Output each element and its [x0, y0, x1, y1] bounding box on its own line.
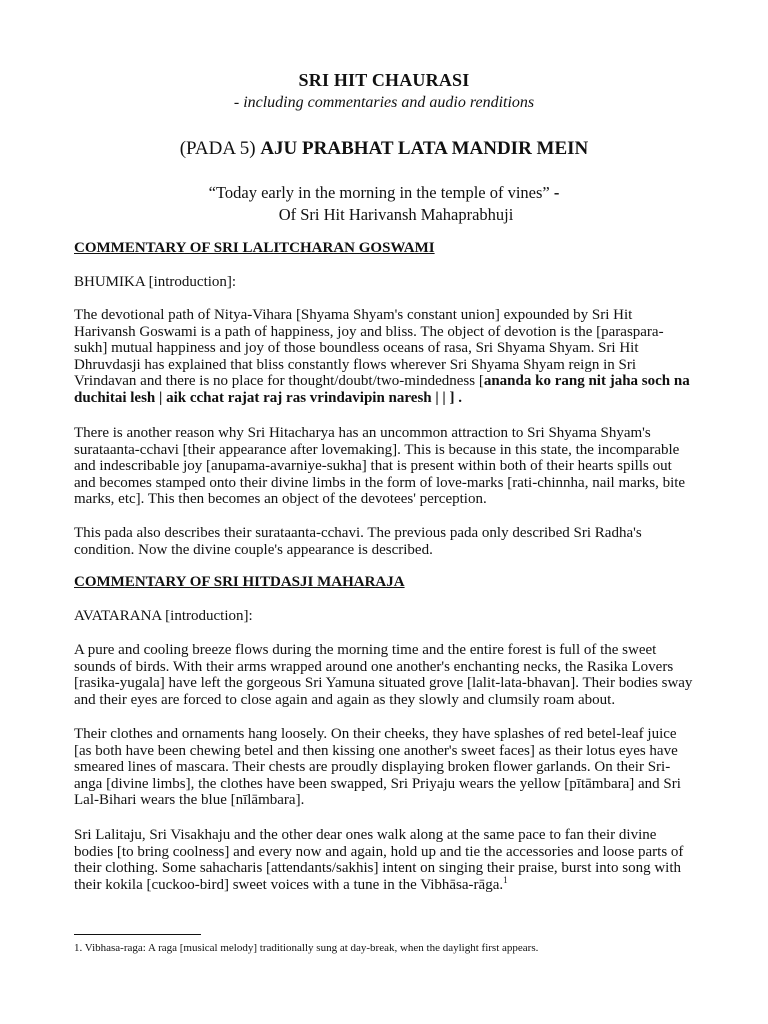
paragraph-morning-breeze: A pure and cooling breeze flows during the morning time and the entire forest is full of the sweet sounds of birds. With their arms wrapped around one another's enchanting necks, the Rasika Lovers [rasika-yugala] have left the gorgeous Sri Yamuna situated grove [lalit-lata-bhavan]. Their bodies sway and their eyes are forced to close again and again as they slowly and clumsily roam about. — [74, 642, 693, 708]
document-title: SRI HIT CHAURASI — [298, 70, 470, 90]
pada-prefix: (PADA 5) — [179, 138, 261, 159]
document-subtitle: - including commentaries and audio renditions — [233, 94, 535, 111]
section-heading-hitdasji: COMMENTARY OF SRI HITDASJI MAHARAJA — [74, 574, 405, 590]
paragraph-pada-describes: This pada also describes their surataanta-cchavi. The previous pada only described Sri Radha's condition. Now the divine couple's appearance is described. — [74, 525, 642, 558]
paragraph-text: The devotional path of Nitya-Vihara [Shyama Shyam's constant union] expounded by Sri Hit Harivansh Goswami is a path of happiness, joy and bliss. The object of devotion is the [paraspara-sukh] mutual happiness and joy of those boundless oceans of rasa, Sri Shyama Shyam. Sri Hit Dhruvdasji has explained that bliss constantly flows wherever Sri Shyama Shyam reign in Sri Vrindavan and there is no place for thought/doubt/two-mindedness [ — [74, 307, 664, 390]
paragraph-text: Sri Lalitaju, Sri Visakhaju and the other dear ones walk along at the same pace to fan their divine bodies [to bring coolness] and every now and again, hold up and tie the accessories and loose parts of their clothing. Some sahacharis [attendants/sakhis] intent on singing their praise, burst into song with their kokila [cuckoo-bird] sweet voices with a tune in the Vibhāsa-rāga. — [74, 827, 684, 893]
pada-title — [0, 138, 768, 160]
quote-dash: - — [553, 183, 560, 202]
quote-text: “Today early in the morning in the temple of vines” — [208, 183, 554, 202]
section-heading-lalitcharan: COMMENTARY OF SRI LALITCHARAN GOSWAMI — [74, 240, 435, 256]
verse-quote: ananda ko rang nit jaha soch na duchitai lesh | aik cchat rajat raj ras vrindavipin naresh | | ] . — [74, 373, 690, 406]
pada-author: Of Sri Hit Harivansh Mahaprabhuji — [278, 205, 514, 224]
paragraph-lalitaju — [74, 827, 696, 893]
paragraph-clothes-ornaments: Their clothes and ornaments hang loosely. On their cheeks, they have splashes of red betel-leaf juice [as both have been chewing betel and then kissing one another's sweet faces] as their lotus eyes have smeared lines of mascara. Their chests are proudly displaying broken flower garlands. On their Sri-anga [divine limbs], the clothes have been swapped, Sri Priyaju wears the yellow [pītāmbara] and Sri Lal-Bihari wears the blue [nīlāmbara]. — [74, 726, 681, 809]
bhumika-label: BHUMIKA [introduction]: — [74, 274, 237, 290]
paragraph-nitya-vihara — [74, 307, 696, 407]
footnote: 1. Vibhasa-raga: A raga [musical melody] traditionally sung at day-break, when the daylight first appears. — [74, 942, 539, 954]
footnote-marker: 1 — [503, 874, 508, 885]
pada-name: AJU PRABHAT LATA MANDIR MEIN — [260, 138, 589, 159]
pada-quote — [0, 183, 768, 203]
avatarana-label: AVATARANA [introduction]: — [74, 608, 253, 624]
paragraph-surataanta: There is another reason why Sri Hitacharya has an uncommon attraction to Sri Shyama Shyam's surataanta-cchavi [their appearance after lovemaking]. This is because in this state, the incomparable and indescribable joy [anupama-avarniye-sukha] that is present within both of their hearts spills out and becomes stamped onto their divine limbs in the form of love-marks [rati-chinnha, nail marks, bite marks, etc]. This then becomes an object of the devotees' perception. — [74, 425, 686, 508]
footnote-divider — [74, 934, 201, 935]
